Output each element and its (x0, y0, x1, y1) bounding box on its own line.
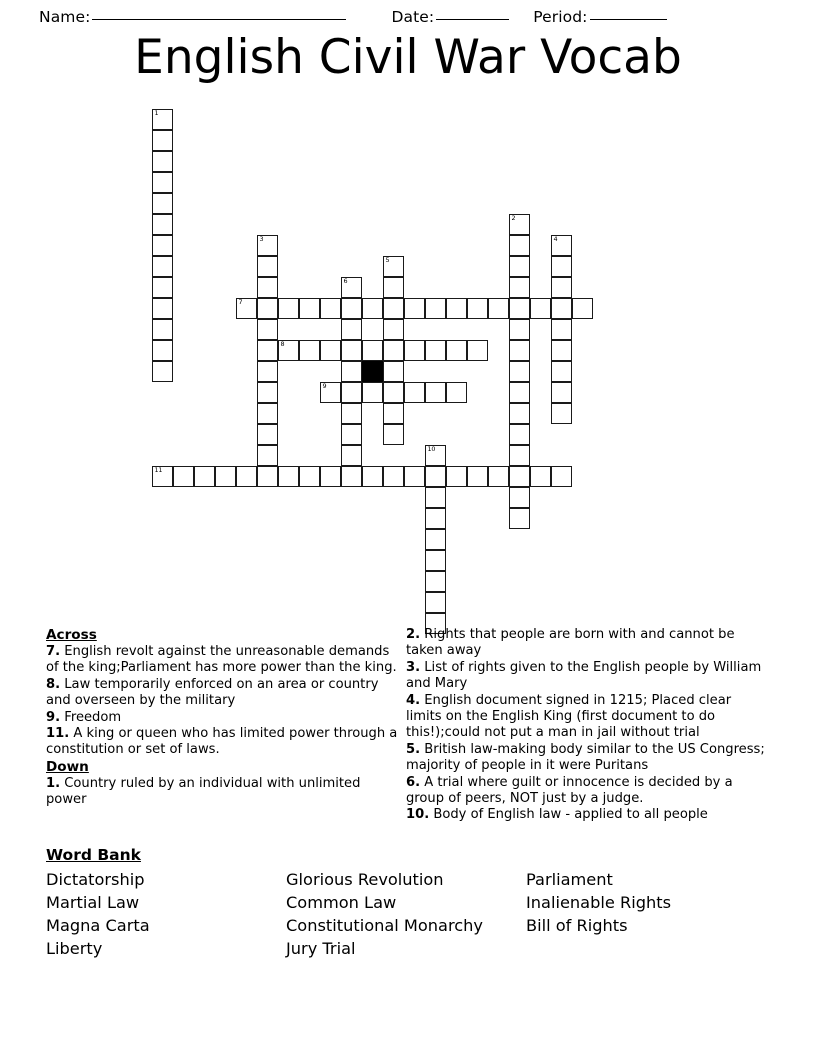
grid-cell-number: 3 (259, 234, 264, 243)
clue-number: 11. (46, 726, 70, 742)
grid-cell-number: 10 (427, 444, 436, 453)
grid-cell[interactable] (383, 466, 404, 487)
clue-number: 2. (406, 627, 421, 642)
grid-cell[interactable] (383, 424, 404, 445)
clue-number: 8. (46, 676, 61, 692)
clues-column-left (46, 627, 398, 809)
grid-cell[interactable] (152, 214, 173, 235)
clue-down-1 (46, 776, 398, 809)
clue-number: 1. (46, 775, 61, 791)
period-label: Period: (533, 8, 588, 26)
grid-cell[interactable] (278, 340, 299, 361)
grid-cell-number: 8 (280, 339, 285, 348)
date-label: Date: (391, 8, 435, 26)
grid-cell[interactable] (467, 298, 488, 319)
grid-cell[interactable] (257, 403, 278, 424)
grid-cell[interactable] (383, 361, 404, 382)
clue-number: 6. (406, 774, 421, 790)
clue-text: A king or queen who has limited power through a constitution or set of laws. (46, 726, 398, 758)
grid-cell[interactable] (152, 361, 173, 382)
grid-cell[interactable] (551, 340, 572, 361)
grid-cell[interactable] (425, 382, 446, 403)
grid-cell[interactable] (551, 256, 572, 277)
grid-cell[interactable] (488, 298, 509, 319)
grid-cell[interactable] (446, 340, 467, 361)
grid-cell[interactable] (341, 340, 362, 361)
grid-cell[interactable] (446, 466, 467, 487)
grid-cell[interactable] (278, 298, 299, 319)
clue-text: Country ruled by an individual with unlimited power (46, 775, 361, 808)
grid-cell[interactable] (257, 424, 278, 445)
grid-cell[interactable] (257, 466, 278, 487)
grid-cell[interactable] (404, 382, 425, 403)
clue-number: 5. (406, 741, 421, 757)
word-bank (46, 845, 776, 960)
grid-cell[interactable] (236, 298, 257, 319)
grid-cell[interactable] (383, 256, 404, 277)
grid-cell[interactable] (383, 277, 404, 298)
grid-cell[interactable] (425, 529, 446, 550)
clue-number: 7. (46, 644, 61, 659)
grid-cell-number: 11 (154, 465, 163, 474)
word-bank-item: Liberty (46, 939, 103, 958)
grid-cell[interactable] (467, 466, 488, 487)
grid-cell[interactable] (257, 319, 278, 340)
grid-cell[interactable] (152, 130, 173, 151)
clue-number: 3. (406, 659, 421, 675)
grid-cell[interactable] (278, 466, 299, 487)
grid-cell[interactable] (152, 172, 173, 193)
grid-cell[interactable] (362, 382, 383, 403)
grid-cell[interactable] (509, 235, 530, 256)
grid-cell[interactable] (257, 256, 278, 277)
grid-cell[interactable] (257, 235, 278, 256)
grid-cell[interactable] (341, 298, 362, 319)
grid-cell[interactable] (341, 382, 362, 403)
grid-cell[interactable] (467, 340, 488, 361)
grid-cell[interactable] (509, 298, 530, 319)
clue-down-2 (406, 627, 768, 660)
grid-cell[interactable] (320, 466, 341, 487)
grid-cell[interactable] (509, 466, 530, 487)
grid-cell[interactable] (362, 298, 383, 319)
grid-cell-number: 5 (385, 255, 390, 264)
grid-cell[interactable] (551, 277, 572, 298)
grid-cell[interactable] (404, 466, 425, 487)
clue-text: English document signed in 1215; Placed clear limits on the English King (first document to do this!);could not put a man in jail without trial (406, 692, 732, 741)
grid-cell[interactable] (341, 466, 362, 487)
grid-cell[interactable] (404, 340, 425, 361)
grid-cell[interactable] (341, 277, 362, 298)
word-bank-item: Magna Carta (46, 916, 150, 935)
grid-cell[interactable] (530, 298, 551, 319)
clue-across-9 (46, 710, 398, 726)
grid-cell[interactable] (152, 109, 173, 130)
clue-down-6 (406, 775, 768, 808)
name-label: Name: (39, 8, 91, 26)
grid-cell[interactable] (509, 277, 530, 298)
grid-cell[interactable] (551, 382, 572, 403)
grid-cell[interactable] (152, 193, 173, 214)
grid-cell[interactable] (362, 466, 383, 487)
grid-cell[interactable] (404, 298, 425, 319)
word-bank-item: Bill of Rights (526, 916, 628, 935)
grid-cell[interactable] (551, 361, 572, 382)
grid-cell[interactable] (299, 466, 320, 487)
grid-cell-blocked (362, 361, 383, 382)
grid-cell[interactable] (320, 382, 341, 403)
grid-cell[interactable] (425, 340, 446, 361)
grid-cell[interactable] (152, 298, 173, 319)
clue-text: Law temporarily enforced on an area or country and overseen by the military (46, 676, 379, 709)
grid-cell[interactable] (257, 361, 278, 382)
grid-cell[interactable] (362, 340, 383, 361)
clue-across-7 (46, 644, 398, 677)
clue-across-8 (46, 677, 398, 710)
grid-cell[interactable] (257, 382, 278, 403)
grid-cell[interactable] (551, 466, 572, 487)
grid-cell[interactable] (152, 466, 173, 487)
clue-down-3 (406, 660, 768, 693)
grid-cell[interactable] (446, 298, 467, 319)
grid-cell[interactable] (488, 466, 509, 487)
grid-cell[interactable] (257, 298, 278, 319)
grid-cell-number: 6 (343, 276, 348, 285)
clue-text: English revolt against the unreasonable demands of the king;Parliament has more power than the king. (46, 644, 397, 676)
word-bank-item: Inalienable Rights (526, 893, 672, 912)
grid-cell[interactable] (509, 256, 530, 277)
grid-cell[interactable] (383, 298, 404, 319)
word-bank-item: Jury Trial (286, 939, 356, 958)
grid-cell[interactable] (152, 319, 173, 340)
grid-cell[interactable] (446, 382, 467, 403)
clue-down-5 (406, 742, 768, 775)
grid-cell[interactable] (383, 382, 404, 403)
clue-down-4 (406, 693, 768, 742)
grid-cell[interactable] (152, 277, 173, 298)
grid-cell[interactable] (152, 256, 173, 277)
grid-cell[interactable] (152, 151, 173, 172)
grid-cell[interactable] (383, 319, 404, 340)
grid-cell-number: 7 (238, 297, 243, 306)
clue-number: 10. (406, 807, 430, 823)
grid-cell[interactable] (509, 361, 530, 382)
grid-cell[interactable] (509, 214, 530, 235)
clue-across-11 (46, 726, 398, 759)
grid-cell[interactable] (509, 508, 530, 529)
grid-cell[interactable] (383, 403, 404, 424)
grid-cell[interactable] (299, 298, 320, 319)
grid-cell[interactable] (341, 424, 362, 445)
grid-cell[interactable] (320, 340, 341, 361)
grid-cell[interactable] (509, 487, 530, 508)
clue-text: A trial where guilt or innocence is decided by a group of peers, NOT just by a judge. (406, 774, 733, 807)
page-title: English Civil War Vocab (134, 30, 682, 85)
across-heading: Across (46, 627, 97, 643)
grid-cell[interactable] (425, 550, 446, 571)
grid-cell[interactable] (425, 571, 446, 592)
grid-cell[interactable] (509, 424, 530, 445)
grid-cell[interactable] (173, 466, 194, 487)
grid-cell[interactable] (215, 466, 236, 487)
clues-area (0, 627, 816, 837)
word-bank-item: Glorious Revolution (286, 870, 444, 889)
grid-cell[interactable] (425, 466, 446, 487)
grid-cell[interactable] (551, 235, 572, 256)
grid-cell[interactable] (509, 340, 530, 361)
grid-cell[interactable] (425, 445, 446, 466)
grid-cell[interactable] (425, 508, 446, 529)
clues-column-right (406, 627, 768, 824)
word-bank-item: Constitutional Monarchy (286, 916, 484, 935)
grid-cell[interactable] (299, 340, 320, 361)
grid-cell[interactable] (320, 298, 341, 319)
clue-text: Freedom (64, 709, 122, 725)
grid-cell-number: 2 (511, 213, 516, 222)
grid-cell-number: 4 (553, 234, 558, 243)
grid-cell[interactable] (425, 487, 446, 508)
grid-cell[interactable] (341, 319, 362, 340)
grid-cell[interactable] (509, 382, 530, 403)
word-bank-item: Parliament (526, 870, 613, 889)
grid-cell[interactable] (425, 298, 446, 319)
word-bank-item: Martial Law (46, 893, 140, 912)
word-bank-heading: Word Bank (46, 846, 141, 864)
clue-down-10 (406, 807, 768, 823)
grid-cell[interactable] (530, 466, 551, 487)
word-bank-item: Dictatorship (46, 870, 145, 889)
grid-cell[interactable] (551, 298, 572, 319)
grid-cell[interactable] (551, 319, 572, 340)
grid-cell[interactable] (236, 466, 257, 487)
clue-text: List of rights given to the English people by William and Mary (406, 659, 762, 692)
grid-cell[interactable] (341, 445, 362, 466)
grid-cell[interactable] (572, 298, 593, 319)
grid-cell[interactable] (509, 403, 530, 424)
grid-cell[interactable] (152, 235, 173, 256)
clue-text: British law-making body similar to the US Congress; majority of people in it were Puritans (406, 741, 765, 774)
word-bank-item: Common Law (286, 893, 397, 912)
grid-cell[interactable] (383, 340, 404, 361)
grid-cell[interactable] (341, 361, 362, 382)
clue-number: 9. (46, 709, 61, 725)
grid-cell[interactable] (152, 340, 173, 361)
word-bank-grid (46, 868, 776, 960)
grid-cell-number: 1 (154, 108, 159, 117)
grid-cell[interactable] (509, 319, 530, 340)
grid-cell[interactable] (257, 445, 278, 466)
clue-text: Rights that people are born with and cannot be taken away (406, 627, 735, 659)
grid-cell-number: 9 (322, 381, 327, 390)
grid-cell[interactable] (257, 277, 278, 298)
clue-number: 4. (406, 692, 421, 708)
down-heading: Down (46, 758, 89, 775)
clue-text: Body of English law - applied to all people (433, 807, 708, 823)
grid-cell[interactable] (551, 403, 572, 424)
grid-cell[interactable] (341, 403, 362, 424)
grid-cell[interactable] (257, 340, 278, 361)
grid-cell[interactable] (425, 592, 446, 613)
grid-cell[interactable] (509, 445, 530, 466)
grid-cell[interactable] (194, 466, 215, 487)
